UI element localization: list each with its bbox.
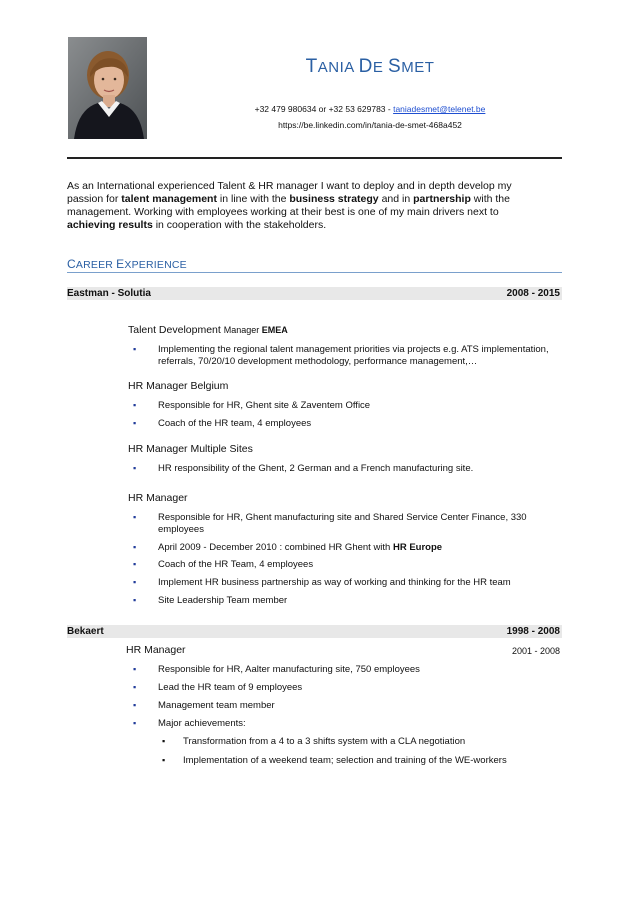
role-title [128,324,288,336]
company-name: Eastman - Solutia [67,288,151,299]
summary-text: As an International experienced Talent & HR manager I want to deploy and in depth develop my passion for [67,180,512,205]
bullet-icon: ▪ [133,463,137,473]
contact-phone-email [180,104,560,114]
summary-bold: achieving results [67,219,153,231]
candidate-name [180,56,560,78]
role-years: 2001 - 2008 [511,646,560,656]
company-name: Bekaert [67,626,104,637]
list-item: Responsible for HR, Aalter manufacturing site, 750 employees [158,664,420,675]
linkedin-url[interactable]: https://be.linkedin.com/in/tania-de-smet-468a452 [278,120,462,130]
section-title-career-experience [67,257,187,271]
title-initial: E [116,257,125,271]
company-header [67,287,562,300]
summary-bold: business strategy [289,193,379,205]
section-divider [67,272,562,273]
list-item: Coach of the HR Team, 4 employees [158,559,314,570]
phone-numbers: +32 479 980634 or +32 53 629783 - [254,104,394,114]
role-title-region: EMEA [261,325,288,335]
summary-text: in line with the [216,193,290,205]
list-item: HR responsibility of the Ghent, 2 German and a French manufacturing site. [158,463,474,474]
name-part: E [372,59,389,76]
name-initial: S [388,56,402,77]
bullet-icon: ▪ [133,559,137,569]
role-title: HR Manager [126,644,186,656]
list-item-bold: HR Europe [392,542,443,553]
bullet-icon: ▪ [133,700,137,710]
email-link[interactable]: taniadesmet@telenet.be [393,104,486,114]
bullet-icon: ▪ [133,400,137,410]
portrait-image [68,37,147,139]
summary-text: with the management. Working with employees working at their best is one of my main drivers next to [67,193,510,218]
sub-bullet-icon: ▪ [162,755,166,765]
sub-list-item: Implementation of a weekend team; selection and training of the WE-workers [183,755,507,766]
title-initial: C [67,257,76,271]
profile-summary [67,180,537,232]
list-item: Implement HR business partnership as way of working and thinking for the HR team [158,577,511,588]
role-title: HR Manager [128,492,188,504]
list-item-text: April 2009 - December 2010 : combined HR Ghent with [158,542,393,553]
summary-text: and in [378,193,414,205]
bullet-icon: ▪ [133,418,137,428]
list-item: Major achievements: [158,718,246,729]
company-years: 2008 - 2015 [506,288,560,299]
role-title-part: Talent Development [128,324,224,336]
name-initial: T [305,56,318,77]
role-title: HR Manager Belgium [128,380,229,392]
name-part: ANIA [317,59,359,76]
name-initial: D [358,56,373,77]
bullet-icon: ▪ [133,595,137,605]
summary-text: in cooperation with the stakeholders. [152,219,327,231]
name-part: MET [401,59,435,76]
company-header [67,625,562,638]
list-item: Lead the HR team of 9 employees [158,682,303,693]
list-item: Implementing the regional talent management priorities via projects e.g. ATS implementation, referrals, 70/20/10 development methodology, performance management,… [158,344,549,367]
bullet-icon: ▪ [133,512,137,522]
list-item: Management team member [158,700,275,711]
bullet-icon: ▪ [133,542,137,552]
title-part: AREER [75,259,117,271]
header-divider [67,157,562,159]
bullet-icon: ▪ [133,577,137,587]
bullet-icon: ▪ [133,682,137,692]
summary-bold: talent management [121,193,217,205]
sub-list-item: Transformation from a 4 to a 3 shifts system with a CLA negotiation [183,736,466,747]
company-years: 1998 - 2008 [506,626,560,637]
sub-bullet-icon: ▪ [162,736,166,746]
profile-photo [68,37,147,139]
list-item: Coach of the HR team, 4 employees [158,418,312,429]
role-title: HR Manager Multiple Sites [128,443,253,455]
role-title-part: Manager [223,325,262,335]
bullet-icon: ▪ [133,664,137,674]
summary-bold: partnership [413,193,471,205]
bullet-icon: ▪ [133,344,137,354]
title-part: XPERIENCE [124,259,187,271]
list-item: Responsible for HR, Ghent manufacturing site and Shared Service Center Finance, 330 employees [158,512,527,535]
list-item: Responsible for HR, Ghent site & Zaventem Office [158,400,371,411]
bullet-icon: ▪ [133,718,137,728]
list-item [158,542,568,554]
list-item: Site Leadership Team member [158,595,288,606]
